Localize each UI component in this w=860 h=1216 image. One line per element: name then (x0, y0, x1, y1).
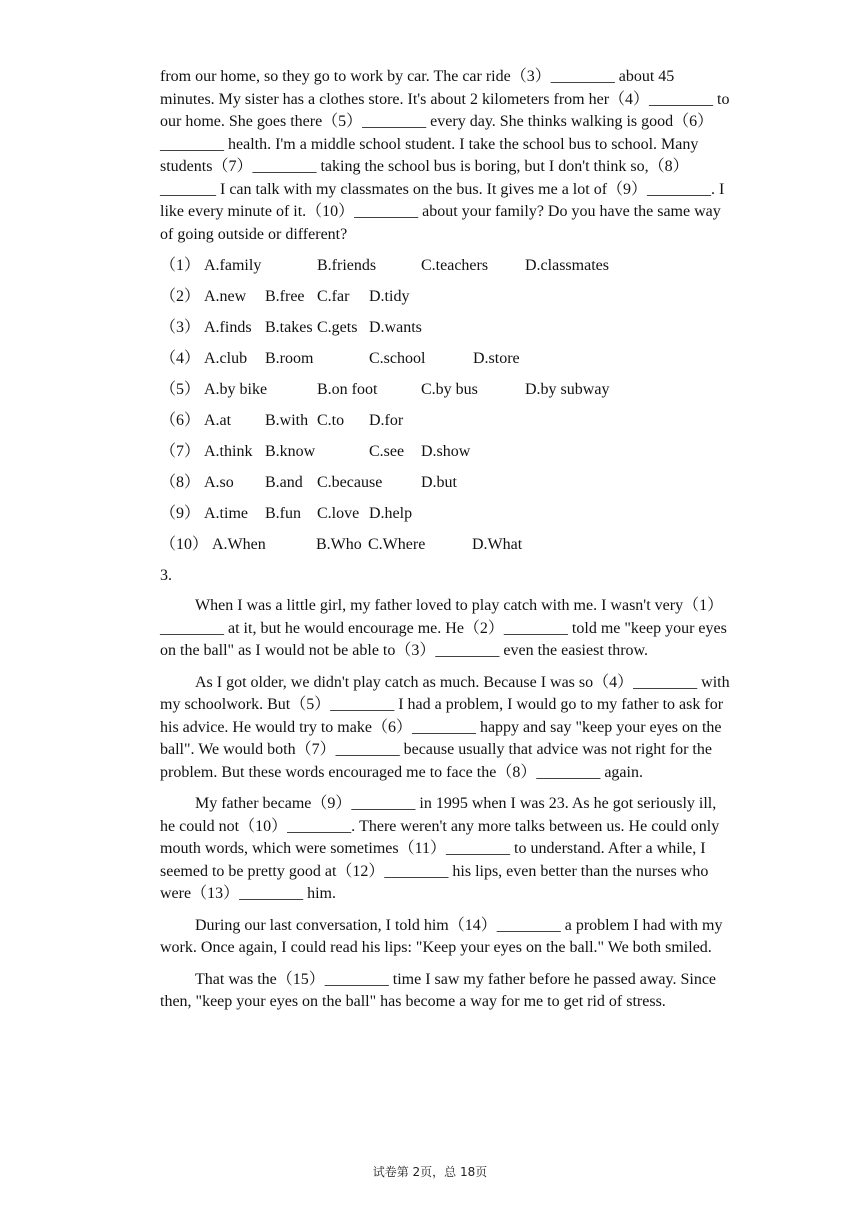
option-row (160, 286, 732, 317)
option-number: （10） (160, 536, 209, 553)
question-3-number: 3. (160, 567, 172, 584)
option-c: C.because (317, 474, 383, 491)
option-b: B.friends (317, 257, 377, 274)
option-b: B.Who (316, 536, 362, 553)
passage-3-paragraph-4: During our last conversation, I told him（14）________ a problem I had with my work. Once again, I could read his lips: "Keep your eyes on the ball." We both smiled. (160, 916, 723, 956)
option-a: A.club (204, 350, 248, 367)
option-a: A.think (204, 443, 253, 460)
option-b: B.and (265, 474, 303, 491)
option-c: C.by bus (421, 381, 478, 398)
option-row (160, 348, 732, 379)
option-d: D.for (369, 412, 404, 429)
option-a: A.family (204, 257, 262, 274)
option-number: （2） (160, 288, 201, 305)
option-d: D.classmates (525, 257, 609, 274)
option-c: C.gets (317, 319, 358, 336)
option-b: B.know (265, 443, 316, 460)
options-list (160, 255, 732, 565)
option-row (160, 503, 732, 534)
passage-3-paragraph-2: As I got older, we didn't play catch as much. Because I was so（4）________ with my schoolwork. But（5）________ I had a problem, I would go to my father to ask for his advice. He would try to make（6）________ happy and say "keep your eyes on the ball". We would both（7）________ because usually that advice was not right for the problem. But these words encouraged me to face the（8）________ again. (160, 673, 730, 781)
option-number: （5） (160, 381, 201, 398)
option-c: C.love (317, 505, 360, 522)
option-c: C.to (317, 412, 345, 429)
option-row (160, 317, 732, 348)
option-row (160, 472, 732, 503)
option-d: D.store (473, 350, 520, 367)
option-row (160, 410, 732, 441)
option-b: B.takes (265, 319, 313, 336)
option-a: A.When (212, 536, 266, 553)
option-a: A.at (204, 412, 232, 429)
option-b: B.fun (265, 505, 301, 522)
option-b: B.with (265, 412, 309, 429)
option-row (160, 379, 732, 410)
page-footer: 试卷第 2页，总 18页 (372, 1165, 488, 1179)
option-row (160, 441, 732, 472)
passage-3 (160, 595, 732, 1014)
option-number: （4） (160, 350, 201, 367)
option-d: D.wants (369, 319, 422, 336)
option-d: D.show (421, 443, 471, 460)
option-row (160, 534, 732, 565)
option-row (160, 255, 732, 286)
option-number: （6） (160, 412, 201, 429)
option-b: B.on foot (317, 381, 378, 398)
option-a: A.by bike (204, 381, 268, 398)
option-c: C.teachers (421, 257, 489, 274)
option-a: A.time (204, 505, 248, 522)
option-d: D.What (472, 536, 523, 553)
option-number: （7） (160, 443, 201, 460)
option-a: A.so (204, 474, 234, 491)
exam-page (160, 66, 732, 1023)
passage-3-paragraph-5: That was the（15）________ time I saw my father before he passed away. Since then, "keep your eyes on the ball" has become a way for me to get rid of stress. (160, 970, 717, 1010)
option-d: D.help (369, 505, 413, 522)
passage-3-paragraph-1: When I was a little girl, my father loved to play catch with me. I wasn't very（1）________ at it, but he would encourage me. He（2）________ told me "keep your eyes on the ball" as I would not be able to（3）________ even the easiest throw. (160, 597, 727, 659)
option-c: C.see (369, 443, 405, 460)
option-number: （9） (160, 505, 201, 522)
option-c: C.Where (368, 536, 426, 553)
option-c: C.far (317, 288, 350, 305)
option-number: （8） (160, 474, 201, 491)
option-number: （3） (160, 319, 201, 336)
option-a: A.finds (204, 319, 252, 336)
passage-3-paragraph-3: My father became（9）________ in 1995 when I was 23. As he got seriously ill, he could not（10）________. There weren't any more talks between us. He could only mouth words, which were sometimes（11）________ to understand. After a while, I seemed to be pretty good at（12）________ his lips, even better than the nurses who were（13）________ him. (160, 795, 720, 902)
passage-2-tail: from our home, so they go to work by car. The car ride（3）________ about 45 minutes. My sister has a clothes store. It's about 2 kilometers from her（4）________ to our home. She goes there（5）________ every day. She thinks walking is good（6）________ health. I'm a middle school student. I take the school bus to school. Many students（7）________ taking the school bus is boring, but I don't think so,（8）_______ I can talk with my classmates on the bus. It gives me a lot of（9）________. I like every minute of it.（10）________ about your family? Do you have the same way of going outside or different? (160, 68, 730, 243)
option-b: B.room (265, 350, 314, 367)
option-a: A.new (204, 288, 247, 305)
option-d: D.by subway (525, 381, 610, 398)
option-number: （1） (160, 257, 201, 274)
option-c: C.school (369, 350, 426, 367)
option-d: D.but (421, 474, 457, 491)
option-d: D.tidy (369, 288, 410, 305)
option-b: B.free (265, 288, 305, 305)
